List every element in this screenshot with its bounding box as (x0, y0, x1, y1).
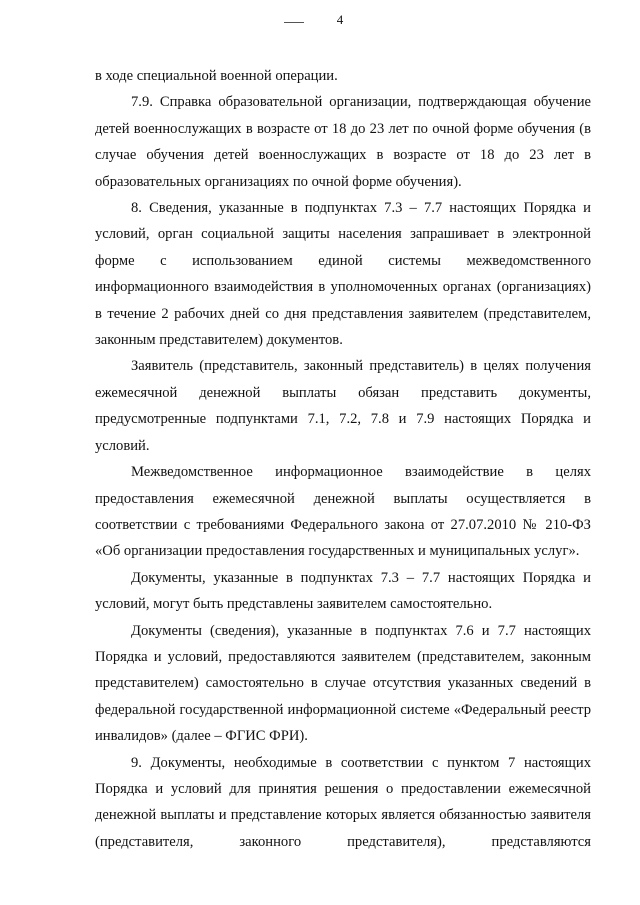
paragraph-applicant-obligation: Заявитель (представитель, законный представитель) в целях получения ежемесячной денежной выплаты обязан представить документы, предусмотренные подпунктами 7.1, 7.2, 7.8 и 7.9 настоящих Порядка и условий. (95, 358, 591, 454)
paragraph-interagency: Межведомственное информационное взаимодействие в целях предоставления ежемесячной денежной выплаты осуществляется в соответствии с требованиями Федерального закона от 27.07.2010 № 210-ФЗ «Об организации предоставления государственных и муниципальных услуг». (95, 464, 591, 560)
page-number: 4 (336, 12, 344, 27)
paragraph-fgis-fri: Документы (сведения), указанные в подпунктах 7.6 и 7.7 настоящих Порядка и условий, предоставляются заявителем (представителем, законным представителем) самостоятельно в случае отсутствия указанных сведений в федеральной государственной информационной системе «Федеральный реестр инвалидов» (далее – ФГИС ФРИ). (95, 622, 591, 745)
paragraph-7-9: 7.9. Справка образовательной организации, подтверждающая обучение детей военнослужащих в возрасте от 18 до 23 лет по очной форме обучения (в случае обучения детей военнослужащих в возрасте от 18 до 23 лет в образовательных организациях по очной форме обучения). (95, 94, 591, 190)
document-body (95, 63, 591, 855)
paragraph-self-submission: Документы, указанные в подпунктах 7.3 – 7.7 настоящих Порядка и условий, могут быть представлены заявителем самостоятельно. (95, 569, 591, 613)
paragraph-continuation: в ходе специальной военной операции. (95, 68, 338, 84)
paragraph-9: 9. Документы, необходимые в соответствии с пунктом 7 настоящих Порядка и условий для принятия решения о предоставлении ежемесячной денежной выплаты и представление которых является обязанностью заявителя (представителя, законного представителя), представляются (95, 754, 591, 850)
paragraph-8: 8. Сведения, указанные в подпунктах 7.3 – 7.7 настоящих Порядка и условий, орган социальной защиты населения запрашивает в электронной форме с использованием единой системы межведомственного информационного взаимодействия в уполномоченных органах (организациях) в течение 2 рабочих дней со дня представления заявителем (представителем, законным представителем) документов. (95, 200, 591, 349)
